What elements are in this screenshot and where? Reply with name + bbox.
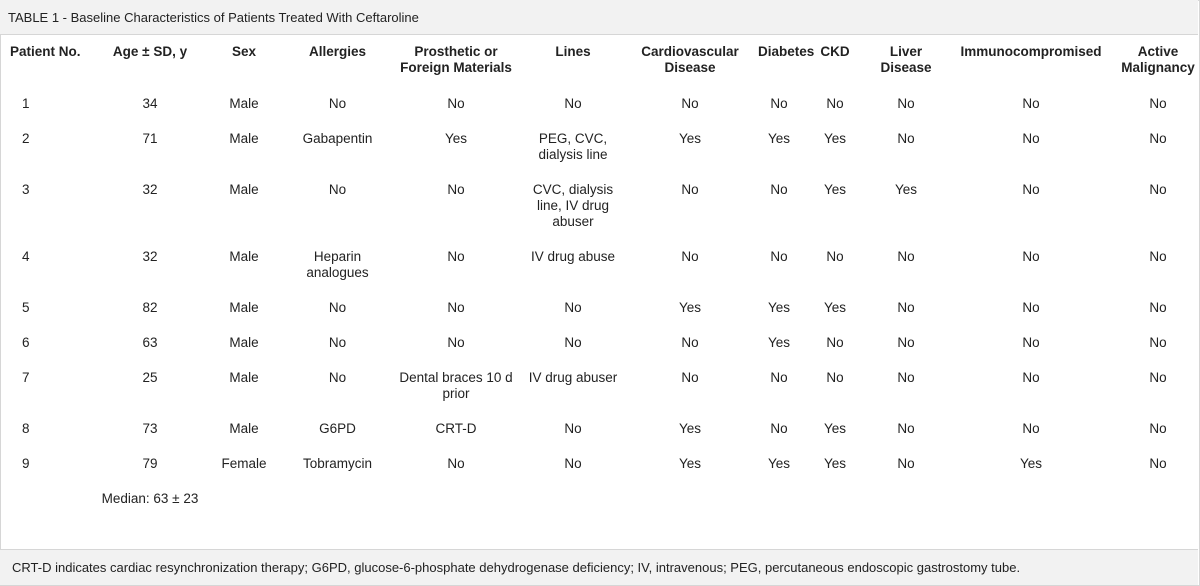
- header-active-malignancy: Active Malignancy: [1121, 44, 1195, 75]
- header-allergies: Allergies: [308, 44, 367, 59]
- table-row: [0, 182, 1198, 249]
- cell-cardiovascular: No: [681, 335, 699, 350]
- cell-sex: Male: [229, 300, 259, 315]
- cell-prosthetic: No: [447, 182, 465, 197]
- cell-immunocompromised: No: [1022, 96, 1040, 111]
- cell-age: 71: [142, 131, 158, 146]
- table-caption: TABLE 1 - Baseline Characteristics of Patients Treated With Ceftaroline: [0, 0, 1198, 35]
- cell-sex: Female: [221, 456, 267, 471]
- cell-patient-no: 6: [22, 335, 30, 350]
- cell-patient-no: 7: [22, 370, 30, 385]
- cell-liver-disease: Yes: [894, 182, 918, 197]
- cell-patient-no: 1: [22, 96, 30, 111]
- cell-active-malignancy: No: [1149, 370, 1167, 385]
- cell-prosthetic: No: [447, 300, 465, 315]
- patient-characteristics-table: [0, 44, 1198, 527]
- cell-lines: No: [564, 421, 582, 436]
- cell-prosthetic: No: [447, 456, 465, 471]
- cell-liver-disease: No: [897, 456, 915, 471]
- cell-diabetes: No: [770, 96, 788, 111]
- cell-lines: No: [564, 96, 582, 111]
- cell-active-malignancy: No: [1149, 131, 1167, 146]
- cell-cardiovascular: Yes: [678, 131, 702, 146]
- cell-sex: Male: [229, 370, 259, 385]
- cell-diabetes: No: [770, 249, 788, 264]
- cell-age: 82: [142, 300, 158, 315]
- cell-sex: Male: [229, 249, 259, 264]
- cell-cardiovascular: No: [681, 182, 699, 197]
- cell-allergies: Tobramycin: [302, 456, 373, 471]
- cell-patient-no: 3: [22, 182, 30, 197]
- table-header-row: [0, 44, 1198, 96]
- cell-age: 32: [142, 182, 158, 197]
- cell-prosthetic: Dental braces 10 d prior: [399, 370, 513, 401]
- cell-diabetes: No: [770, 421, 788, 436]
- median-age: Median: 63 ± 23: [101, 491, 199, 506]
- cell-lines: No: [564, 300, 582, 315]
- cell-sex: Male: [229, 182, 259, 197]
- cell-allergies: No: [328, 335, 347, 350]
- cell-ckd: Yes: [823, 182, 847, 197]
- cell-age: 34: [142, 96, 158, 111]
- cell-patient-no: 8: [22, 421, 30, 436]
- cell-age: 25: [142, 370, 158, 385]
- cell-lines: No: [564, 335, 582, 350]
- cell-prosthetic: No: [447, 249, 465, 264]
- cell-cardiovascular: Yes: [678, 300, 702, 315]
- cell-age: 63: [142, 335, 158, 350]
- cell-ckd: Yes: [823, 131, 847, 146]
- cell-diabetes: Yes: [767, 131, 791, 146]
- cell-ckd: Yes: [823, 421, 847, 436]
- table-row: [0, 96, 1198, 131]
- cell-active-malignancy: No: [1149, 96, 1167, 111]
- cell-allergies: G6PD: [319, 421, 356, 436]
- cell-ckd: No: [826, 370, 844, 385]
- cell-immunocompromised: No: [1022, 131, 1040, 146]
- header-prosthetic: Prosthetic or Foreign Materials: [400, 44, 512, 75]
- cell-immunocompromised: No: [1022, 421, 1040, 436]
- cell-liver-disease: No: [897, 131, 915, 146]
- cell-immunocompromised: No: [1022, 370, 1040, 385]
- cell-allergies: No: [328, 96, 347, 111]
- cell-liver-disease: No: [897, 96, 915, 111]
- cell-immunocompromised: Yes: [1019, 456, 1043, 471]
- cell-allergies: No: [328, 370, 347, 385]
- cell-allergies: Heparin analogues: [306, 249, 369, 280]
- cell-allergies: Gabapentin: [302, 131, 373, 146]
- cell-ckd: Yes: [823, 300, 847, 315]
- header-diabetes: Diabetes: [758, 44, 815, 59]
- cell-patient-no: 9: [22, 456, 30, 471]
- cell-cardiovascular: No: [681, 249, 699, 264]
- cell-prosthetic: Yes: [444, 131, 468, 146]
- table-row: [0, 300, 1198, 335]
- table-row: [0, 421, 1198, 456]
- cell-cardiovascular: No: [681, 96, 699, 111]
- cell-ckd: No: [826, 96, 844, 111]
- cell-lines: PEG, CVC, dialysis line: [538, 131, 608, 162]
- cell-liver-disease: No: [897, 300, 915, 315]
- cell-sex: Male: [229, 335, 259, 350]
- cell-immunocompromised: No: [1022, 249, 1040, 264]
- cell-age: 73: [142, 421, 158, 436]
- cell-age: 32: [142, 249, 158, 264]
- cell-active-malignancy: No: [1149, 182, 1167, 197]
- median-row: [0, 491, 1198, 527]
- cell-cardiovascular: Yes: [678, 456, 702, 471]
- table-row: [0, 249, 1198, 300]
- cell-patient-no: 4: [22, 249, 30, 264]
- cell-patient-no: 2: [22, 131, 30, 146]
- cell-patient-no: 5: [22, 300, 30, 315]
- header-sex: Sex: [231, 44, 257, 59]
- cell-lines: IV drug abuser: [528, 370, 618, 385]
- table-footnote: CRT-D indicates cardiac resynchronization therapy; G6PD, glucose-6-phosphate dehydrogenase deficiency; IV, intravenous; PEG, percutaneous endoscopic gastrostomy tube.: [0, 549, 1198, 585]
- cell-immunocompromised: No: [1022, 300, 1040, 315]
- cell-liver-disease: No: [897, 335, 915, 350]
- cell-active-malignancy: No: [1149, 335, 1167, 350]
- cell-diabetes: No: [770, 182, 788, 197]
- cell-sex: Male: [229, 421, 259, 436]
- cell-prosthetic: No: [447, 335, 465, 350]
- cell-allergies: No: [328, 182, 347, 197]
- table-row: [0, 370, 1198, 421]
- cell-cardiovascular: No: [681, 370, 699, 385]
- cell-diabetes: Yes: [767, 456, 791, 471]
- cell-ckd: No: [826, 335, 844, 350]
- cell-prosthetic: CRT-D: [435, 421, 477, 436]
- header-immunocompromised: Immunocompromised: [960, 44, 1102, 59]
- cell-age: 79: [142, 456, 158, 471]
- table-row: [0, 456, 1198, 491]
- cell-cardiovascular: Yes: [678, 421, 702, 436]
- cell-immunocompromised: No: [1022, 335, 1040, 350]
- cell-liver-disease: No: [897, 249, 915, 264]
- cell-immunocompromised: No: [1022, 182, 1040, 197]
- cell-sex: Male: [229, 96, 259, 111]
- cell-ckd: Yes: [823, 456, 847, 471]
- cell-ckd: No: [826, 249, 844, 264]
- header-lines: Lines: [555, 44, 591, 59]
- header-patient-no: Patient No.: [10, 44, 81, 59]
- cell-empty: [203, 491, 1198, 527]
- cell-allergies: No: [328, 300, 347, 315]
- cell-sex: Male: [229, 131, 259, 146]
- header-liver-disease: Liver Disease: [880, 44, 932, 75]
- cell-diabetes: Yes: [767, 335, 791, 350]
- cell-lines: IV drug abuse: [530, 249, 616, 264]
- header-ckd: CKD: [820, 44, 850, 59]
- header-cardiovascular: Cardiovascular Disease: [641, 44, 739, 75]
- cell-liver-disease: No: [897, 421, 915, 436]
- table-row: [0, 335, 1198, 370]
- cell-diabetes: Yes: [767, 300, 791, 315]
- cell-prosthetic: No: [447, 96, 465, 111]
- cell-diabetes: No: [770, 370, 788, 385]
- cell-liver-disease: No: [897, 370, 915, 385]
- cell-lines: CVC, dialysis line, IV drug abuser: [532, 182, 614, 229]
- cell-active-malignancy: No: [1149, 421, 1167, 436]
- header-age: Age ± SD, y: [112, 44, 188, 59]
- cell-active-malignancy: No: [1149, 300, 1167, 315]
- cell-empty: [0, 491, 97, 527]
- cell-active-malignancy: No: [1149, 249, 1167, 264]
- cell-active-malignancy: No: [1149, 456, 1167, 471]
- table-row: [0, 131, 1198, 182]
- cell-lines: No: [564, 456, 582, 471]
